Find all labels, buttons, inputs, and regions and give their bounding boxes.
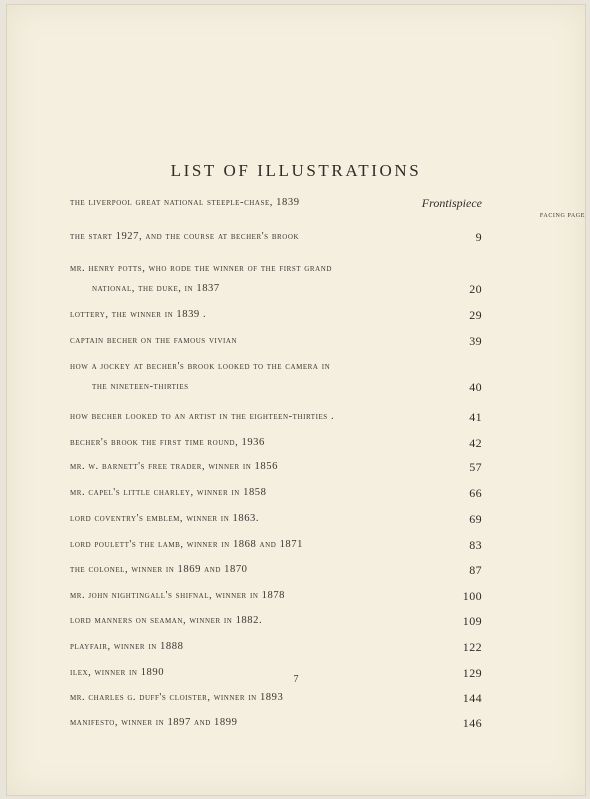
- entry-caption-text: manifesto, winner in 1897 and 1899: [70, 717, 238, 728]
- entry-caption-text: mr. capel's little charley, winner in 1858: [70, 487, 267, 498]
- entry-caption-text: lord coventry's emblem, winner in 1863.: [70, 513, 260, 524]
- entry-page-number: 42: [469, 436, 482, 450]
- entry-caption-text: how a jockey at becher's brook looked to the camera in: [70, 361, 331, 372]
- entry-caption-line: [70, 611, 482, 631]
- entry-caption-line: [70, 560, 482, 580]
- entry-page-number: 146: [462, 716, 482, 730]
- entry-caption-text: mr. w. barnett's free trader, winner in 1856: [70, 461, 278, 472]
- entry-caption-text: becher's brook the first time round, 1936: [70, 437, 265, 448]
- entry-page-number: 69: [469, 512, 482, 526]
- entry-caption-text: the start 1927, and the course at becher's brook: [70, 231, 300, 242]
- list-item: [70, 407, 482, 427]
- list-item: [70, 259, 482, 299]
- entry-caption-line: [70, 637, 482, 657]
- book-page: [6, 4, 586, 796]
- list-item: [70, 433, 482, 453]
- entry-caption-line: [70, 227, 482, 247]
- entry-page-number: 57: [469, 460, 482, 474]
- list-item: [70, 637, 482, 657]
- entry-caption-text: national, the duke, in 1837: [92, 283, 220, 294]
- page-title: LIST OF ILLUSTRATIONS: [170, 161, 422, 180]
- entry-page-number: Frontispiece: [421, 196, 482, 210]
- entry-page-number: 20: [469, 282, 482, 296]
- list-item: [70, 713, 482, 733]
- entry-caption-text: the nineteen-thirties: [92, 381, 189, 392]
- entry-page-number: 83: [469, 538, 482, 552]
- entry-caption-text: captain becher on the famous vivian: [70, 335, 238, 346]
- list-item: [70, 357, 482, 397]
- list-item: [70, 611, 482, 631]
- entry-caption-line: [70, 193, 482, 213]
- entry-caption-text: lord manners on seaman, winner in 1882.: [70, 615, 263, 626]
- list-item: [70, 457, 482, 477]
- entry-page-number: 122: [462, 640, 482, 654]
- entry-page-number: 109: [462, 614, 482, 628]
- list-item: [70, 535, 482, 555]
- entry-caption-line: [70, 713, 482, 733]
- list-item: [70, 560, 482, 580]
- entry-caption-line: [70, 586, 482, 606]
- entry-caption-line: [70, 331, 482, 351]
- entry-page-number: 39: [469, 334, 482, 348]
- entry-caption-text: the colonel, winner in 1869 and 1870: [70, 564, 248, 575]
- entry-page-number: 29: [469, 308, 482, 322]
- entry-page-number: 87: [469, 563, 482, 577]
- entry-caption-line: [70, 509, 482, 529]
- list-item: [70, 688, 482, 708]
- entry-caption-line: [70, 259, 482, 279]
- entry-page-number: 41: [469, 410, 482, 424]
- entry-caption-line: [70, 688, 482, 708]
- entry-caption-line: [70, 433, 482, 453]
- entry-page-number: 66: [469, 486, 482, 500]
- entry-page-number: 100: [462, 589, 482, 603]
- entry-caption-line: [70, 305, 482, 325]
- entry-caption-text: the liverpool great national steeple-chase, 1839: [70, 197, 300, 208]
- entry-caption-continuation: [70, 279, 482, 299]
- list-item: [70, 331, 482, 351]
- entry-page-number: 144: [462, 691, 482, 705]
- list-item: [70, 305, 482, 325]
- entry-caption-text: mr. john nightingall's shifnal, winner in 1878: [70, 590, 286, 601]
- entry-caption-text: how becher looked to an artist in the eighteen-thirties .: [70, 411, 335, 422]
- entry-caption-continuation: [70, 377, 482, 397]
- entry-page-number: 40: [469, 380, 482, 394]
- list-item: [70, 483, 482, 503]
- entry-page-number: 129: [462, 666, 482, 680]
- page-number: 7: [293, 674, 299, 685]
- entry-caption-text: lord poulett's the lamb, winner in 1868 and 1871: [70, 539, 303, 550]
- entry-page-number: 9: [475, 230, 482, 244]
- entry-caption-line: [70, 457, 482, 477]
- entry-caption-line: [70, 483, 482, 503]
- list-item: [70, 227, 482, 247]
- facing-page-label: FACING PAGE: [539, 213, 585, 219]
- illustrations-list: [70, 189, 482, 733]
- list-item: [70, 193, 482, 213]
- entry-caption-text: mr. henry potts, who rode the winner of the first grand: [70, 263, 332, 274]
- entry-caption-text: playfair, winner in 1888: [70, 641, 184, 652]
- entry-caption-text: ilex, winner in 1890: [70, 667, 165, 678]
- entry-caption-line: [70, 407, 482, 427]
- list-item: [70, 586, 482, 606]
- entry-caption-text: mr. charles g. duff's cloister, winner in 1893: [70, 692, 284, 703]
- entry-caption-line: [70, 357, 482, 377]
- list-item: [70, 509, 482, 529]
- entry-caption-line: [70, 535, 482, 555]
- entry-caption-text: lottery, the winner in 1839 .: [70, 309, 207, 320]
